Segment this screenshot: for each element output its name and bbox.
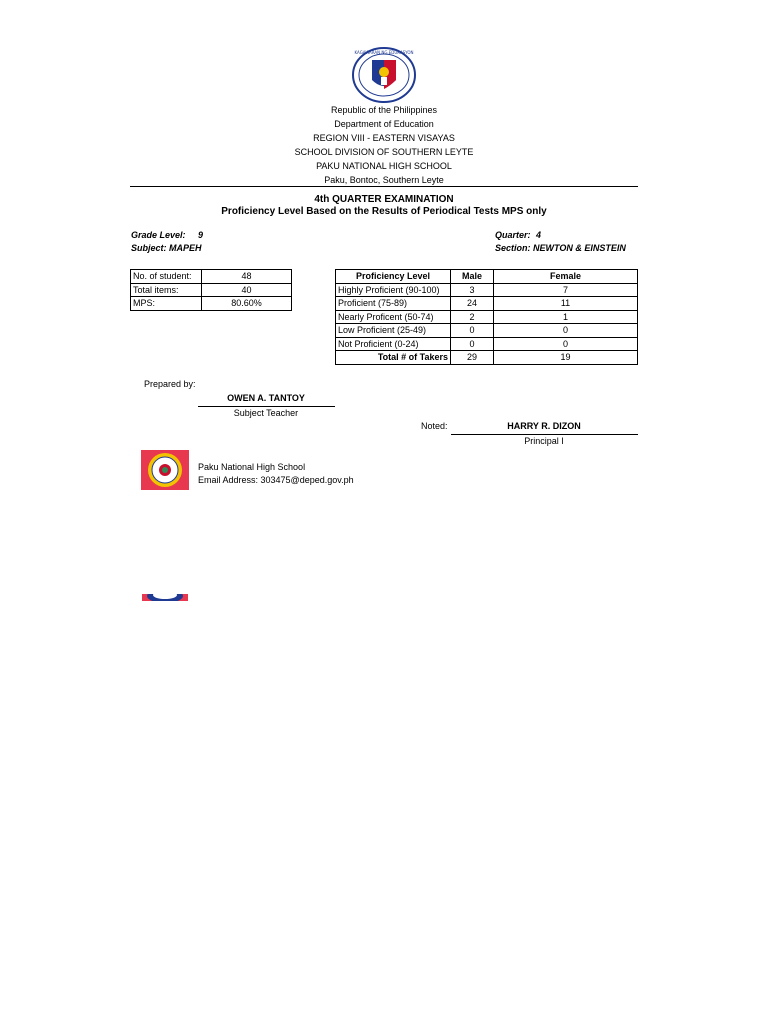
principal-signature-line bbox=[451, 434, 638, 435]
svg-text:KAGAWARAN NG EDUKASYON: KAGAWARAN NG EDUKASYON bbox=[354, 50, 414, 55]
section-label: Section: NEWTON & EINSTEIN bbox=[495, 243, 626, 253]
level-cell: Low Proficient (25-49) bbox=[336, 324, 451, 338]
quarter-label: Quarter: bbox=[495, 230, 531, 240]
table-row bbox=[336, 283, 638, 297]
table-row bbox=[336, 324, 638, 338]
deped-seal-logo bbox=[351, 46, 417, 104]
header-school: PAKU NATIONAL HIGH SCHOOL bbox=[316, 161, 452, 171]
total-label: Total # of Takers bbox=[336, 351, 451, 365]
header-address: Paku, Bontoc, Southern Leyte bbox=[324, 175, 444, 185]
proficiency-table bbox=[335, 269, 638, 365]
prepared-by-label: Prepared by: bbox=[144, 379, 196, 389]
footer-school: Paku National High School bbox=[198, 462, 306, 472]
male-cell: 0 bbox=[451, 324, 494, 338]
table-row bbox=[131, 297, 292, 311]
col-female: Female bbox=[494, 270, 638, 284]
col-proficiency-level: Proficiency Level bbox=[336, 270, 451, 284]
male-cell: 0 bbox=[451, 337, 494, 351]
quarter-value: 4 bbox=[536, 230, 542, 240]
header-department: Department of Education bbox=[334, 119, 434, 129]
summary-value: 80.60% bbox=[202, 297, 292, 311]
summary-value: 40 bbox=[202, 283, 292, 297]
table-row bbox=[336, 297, 638, 311]
total-row bbox=[336, 351, 638, 365]
female-cell: 7 bbox=[494, 283, 638, 297]
summary-label: Total items: bbox=[131, 283, 202, 297]
table-header-row bbox=[336, 270, 638, 284]
level-cell: Proficient (75-89) bbox=[336, 297, 451, 311]
table-row bbox=[336, 337, 638, 351]
grade-level-value: 9 bbox=[198, 230, 204, 240]
male-cell: 2 bbox=[451, 310, 494, 324]
male-cell: 24 bbox=[451, 297, 494, 311]
total-male: 29 bbox=[451, 351, 494, 365]
title-proficiency: Proficiency Level Based on the Results of Periodical Tests MPS only bbox=[221, 206, 547, 217]
summary-label: MPS: bbox=[131, 297, 202, 311]
grade-level-label: Grade Level: bbox=[131, 230, 186, 240]
summary-value: 48 bbox=[202, 270, 292, 284]
female-cell: 11 bbox=[494, 297, 638, 311]
female-cell: 0 bbox=[494, 337, 638, 351]
male-cell: 3 bbox=[451, 283, 494, 297]
total-female: 19 bbox=[494, 351, 638, 365]
table-row bbox=[131, 270, 292, 284]
school-logo bbox=[141, 450, 189, 490]
principal-title: Principal I bbox=[524, 436, 564, 446]
col-male: Male bbox=[451, 270, 494, 284]
footer-email: Email Address: 303475@deped.gov.ph bbox=[198, 475, 354, 485]
teacher-signature-line bbox=[198, 406, 335, 407]
level-cell: Nearly Proficent (50-74) bbox=[336, 310, 451, 324]
school-logo-fragment bbox=[142, 591, 188, 601]
level-cell: Highly Proficient (90-100) bbox=[336, 283, 451, 297]
header-region: REGION VIII - EASTERN VISAYAS bbox=[313, 133, 455, 143]
header-republic: Republic of the Philippines bbox=[330, 105, 438, 115]
table-row bbox=[131, 283, 292, 297]
noted-label: Noted: bbox=[421, 421, 448, 431]
header-divider bbox=[130, 186, 638, 187]
summary-table bbox=[130, 269, 292, 311]
subject-label: Subject: MAPEH bbox=[131, 243, 202, 253]
teacher-name: OWEN A. TANTOY bbox=[227, 393, 305, 403]
title-exam: 4th QUARTER EXAMINATION bbox=[314, 194, 454, 205]
principal-name: HARRY R. DIZON bbox=[507, 421, 581, 431]
summary-label: No. of student: bbox=[131, 270, 202, 284]
female-cell: 0 bbox=[494, 324, 638, 338]
table-row bbox=[336, 310, 638, 324]
header-division: SCHOOL DIVISION OF SOUTHERN LEYTE bbox=[294, 147, 474, 157]
teacher-title: Subject Teacher bbox=[233, 408, 299, 418]
female-cell: 1 bbox=[494, 310, 638, 324]
level-cell: Not Proficient (0-24) bbox=[336, 337, 451, 351]
